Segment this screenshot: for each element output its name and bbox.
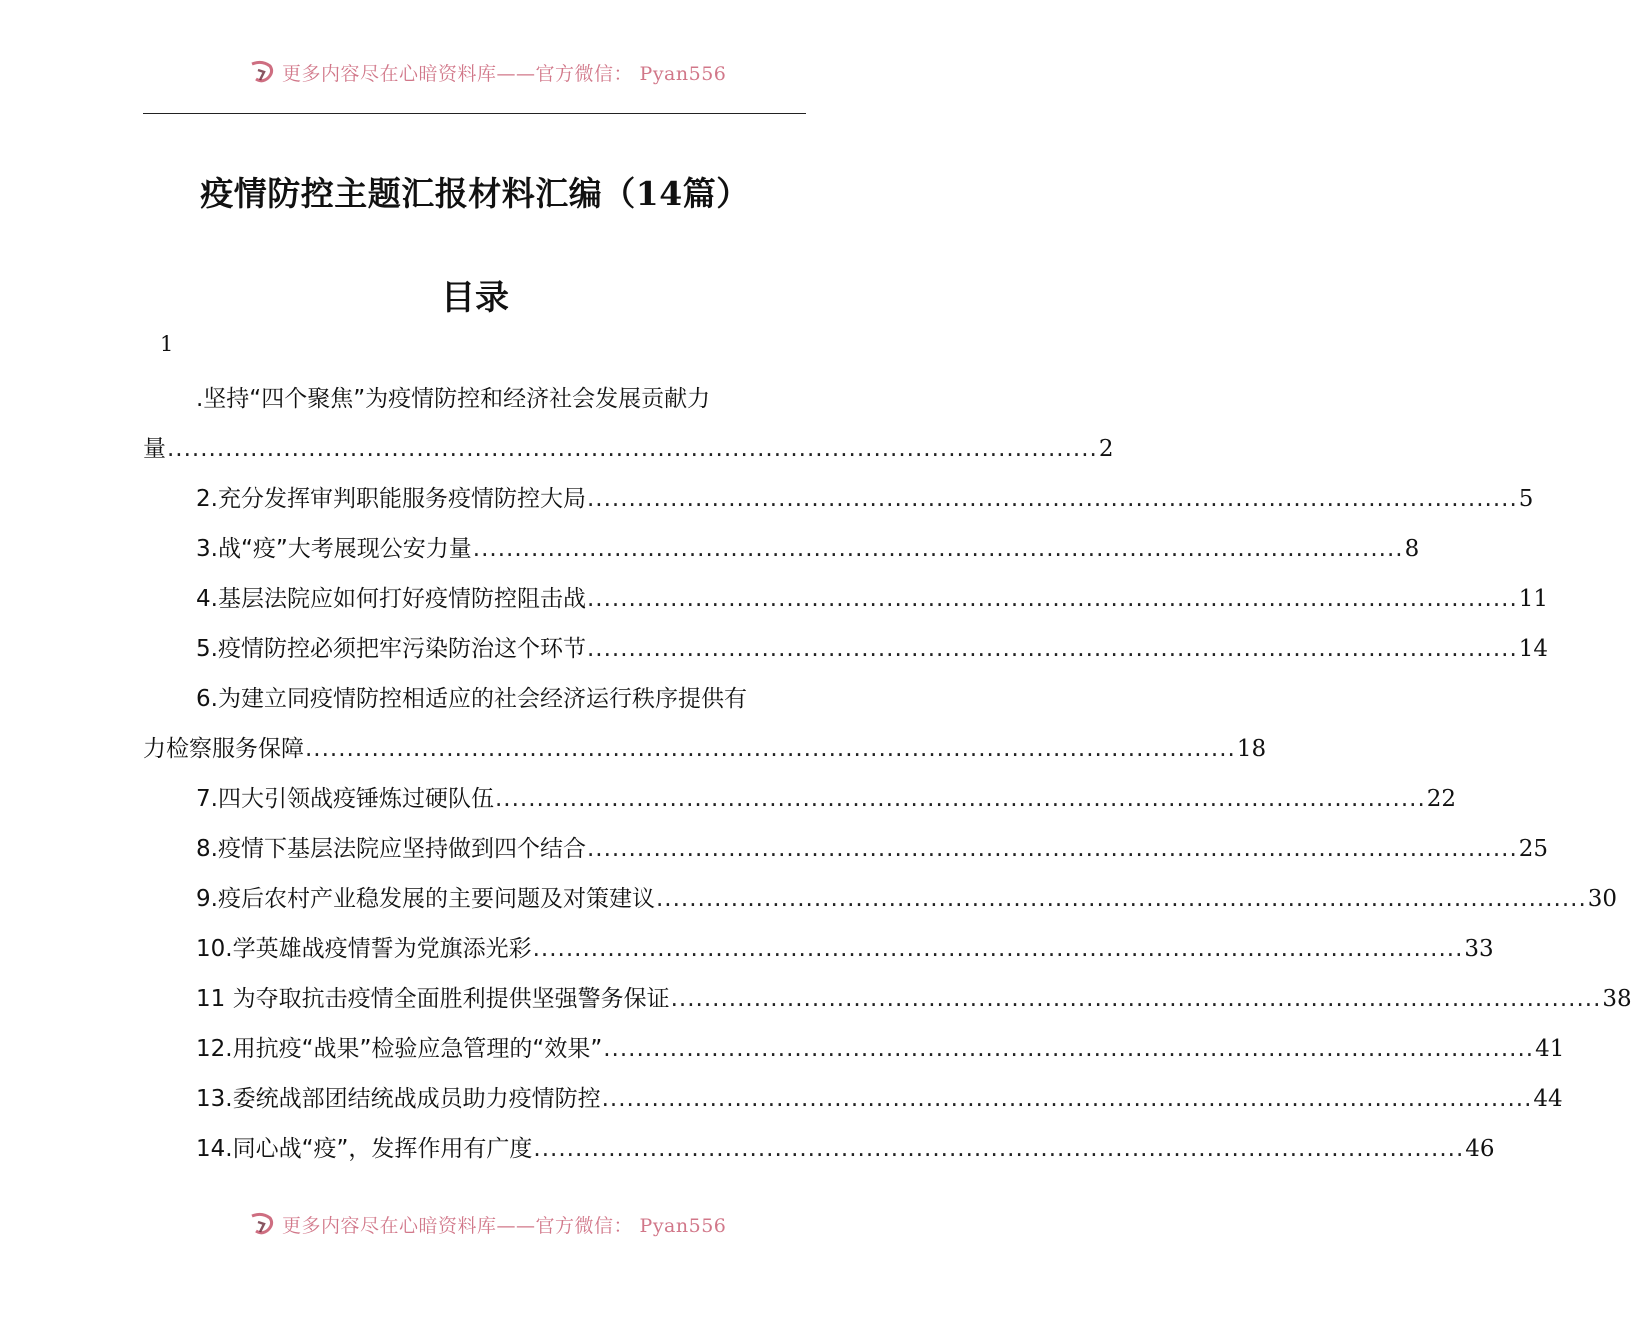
toc-entry-8[interactable] [196, 824, 1549, 864]
toc-entry-title: 9.疫后农村产业稳发展的主要问题及对策建议 [196, 886, 655, 912]
toc-entry-9[interactable] [196, 874, 1618, 914]
toc-entry-13[interactable] [196, 1074, 1563, 1114]
toc-leader-dots: ................................................................................................................ [494, 786, 1426, 812]
toc-entry-title: 14.同心战“疫”，发挥作用有广度 [196, 1136, 533, 1162]
toc-leader-dots: ................................................................................................................ [472, 536, 1404, 562]
toc-entry-title: 2.充分发挥审判职能服务疫情防控大局 [196, 486, 586, 512]
toc-entry-page: 33 [1464, 936, 1494, 962]
toc-entry-title: 13.委统战部团结统战成员助力疫情防控 [196, 1086, 601, 1112]
toc-leader-dots: ................................................................................................................ [167, 436, 1098, 462]
toc-entry-page: 11 [1518, 586, 1549, 612]
toc-heading: 目录 [441, 278, 509, 318]
toc-entry-title: 量 [143, 436, 166, 462]
watermark-text: 更多内容尽在心暗资料库——官方微信： Pyan556 [282, 62, 727, 85]
toc-entry-page: 38 [1602, 986, 1632, 1012]
toc-leader-dots: ................................................................................................................ [586, 486, 1518, 512]
toc-entry-7[interactable] [196, 774, 1457, 814]
toc-leader-dots: ................................................................................................................ [603, 1036, 1535, 1062]
toc-leader-dots: ................................................................................................................ [586, 636, 1518, 662]
toc-leader-dots: ................................................................................................................ [586, 836, 1518, 862]
toc-entry-title: 11 为夺取抗击疫情全面胜利提供坚强警务保证 [196, 986, 670, 1012]
header-watermark [248, 56, 728, 88]
toc-entry-page: 2 [1098, 436, 1114, 462]
toc-entry-title: 7.四大引领战疫锤炼过硬队伍 [196, 786, 494, 812]
toc-leader-dots: ................................................................................................................ [305, 736, 1236, 762]
toc-entry-1-line1[interactable] [196, 374, 806, 414]
toc-leader-dots: ................................................................................................................ [670, 986, 1602, 1012]
toc-entry-page: 41 [1535, 1036, 1565, 1062]
toc-entry-1-line2[interactable] [143, 424, 1114, 464]
toc-entry-4[interactable] [196, 574, 1549, 614]
toc-entry-page: 5 [1518, 486, 1534, 512]
toc-entry-title: 3.战“疫”大考展现公安力量 [196, 536, 472, 562]
toc-entry-title: 6.为建立同疫情防控相适应的社会经济运行秩序提供有 [196, 686, 747, 712]
toc-entry-page: 14 [1518, 636, 1549, 662]
toc-entry-12[interactable] [196, 1024, 1565, 1064]
header-rule [143, 113, 806, 114]
toc-entry-6-line2[interactable] [143, 724, 1267, 764]
toc-entry-title: 5.疫情防控必须把牢污染防治这个环节 [196, 636, 586, 662]
toc-entry-11[interactable] [196, 974, 1632, 1014]
toc-entry-14[interactable] [196, 1124, 1495, 1164]
toc-entry-10[interactable] [196, 924, 1494, 964]
toc-entry-title: 力检察服务保障 [143, 736, 304, 762]
toc-leader-dots: ................................................................................................................ [532, 936, 1464, 962]
toc-entry-title: 12.用抗疫“战果”检验应急管理的“效果” [196, 1036, 603, 1062]
toc-entry-page: 30 [1587, 886, 1618, 912]
toc-entry-page: 46 [1465, 1136, 1495, 1162]
toc-leader-dots: ................................................................................................................ [533, 1136, 1465, 1162]
toc-entry-2[interactable] [196, 474, 1534, 514]
toc-leader-dots: ................................................................................................................ [601, 1086, 1533, 1112]
toc-entry-title: 8.疫情下基层法院应坚持做到四个结合 [196, 836, 586, 862]
toc-entry-title: 10.学英雄战疫情誓为党旗添光彩 [196, 936, 532, 962]
toc-entry-page: 44 [1533, 1086, 1563, 1112]
toc-leader-dots: ................................................................................................................ [586, 586, 1518, 612]
toc-lone-number: 1 [160, 332, 174, 356]
logo-icon [248, 1210, 276, 1238]
toc-entry-page: 8 [1404, 536, 1420, 562]
toc-entry-3[interactable] [196, 524, 1420, 564]
toc-entry-6-line1[interactable] [196, 674, 806, 714]
logo-icon [248, 58, 276, 86]
toc-entry-page: 18 [1236, 736, 1267, 762]
toc-entry-page: 25 [1518, 836, 1549, 862]
toc-entry-page: 22 [1426, 786, 1457, 812]
toc-entry-5[interactable] [196, 624, 1549, 664]
toc-entry-title: 4.基层法院应如何打好疫情防控阻击战 [196, 586, 586, 612]
toc-entry-title: .坚持“四个聚焦”为疫情防控和经济社会发展贡献力 [196, 386, 711, 412]
watermark-text: 更多内容尽在心暗资料库——官方微信： Pyan556 [282, 1214, 727, 1237]
toc-leader-dots: ................................................................................................................ [655, 886, 1587, 912]
document-title: 疫情防控主题汇报材料汇编（14篇） [200, 174, 750, 213]
footer-watermark [248, 1208, 728, 1240]
